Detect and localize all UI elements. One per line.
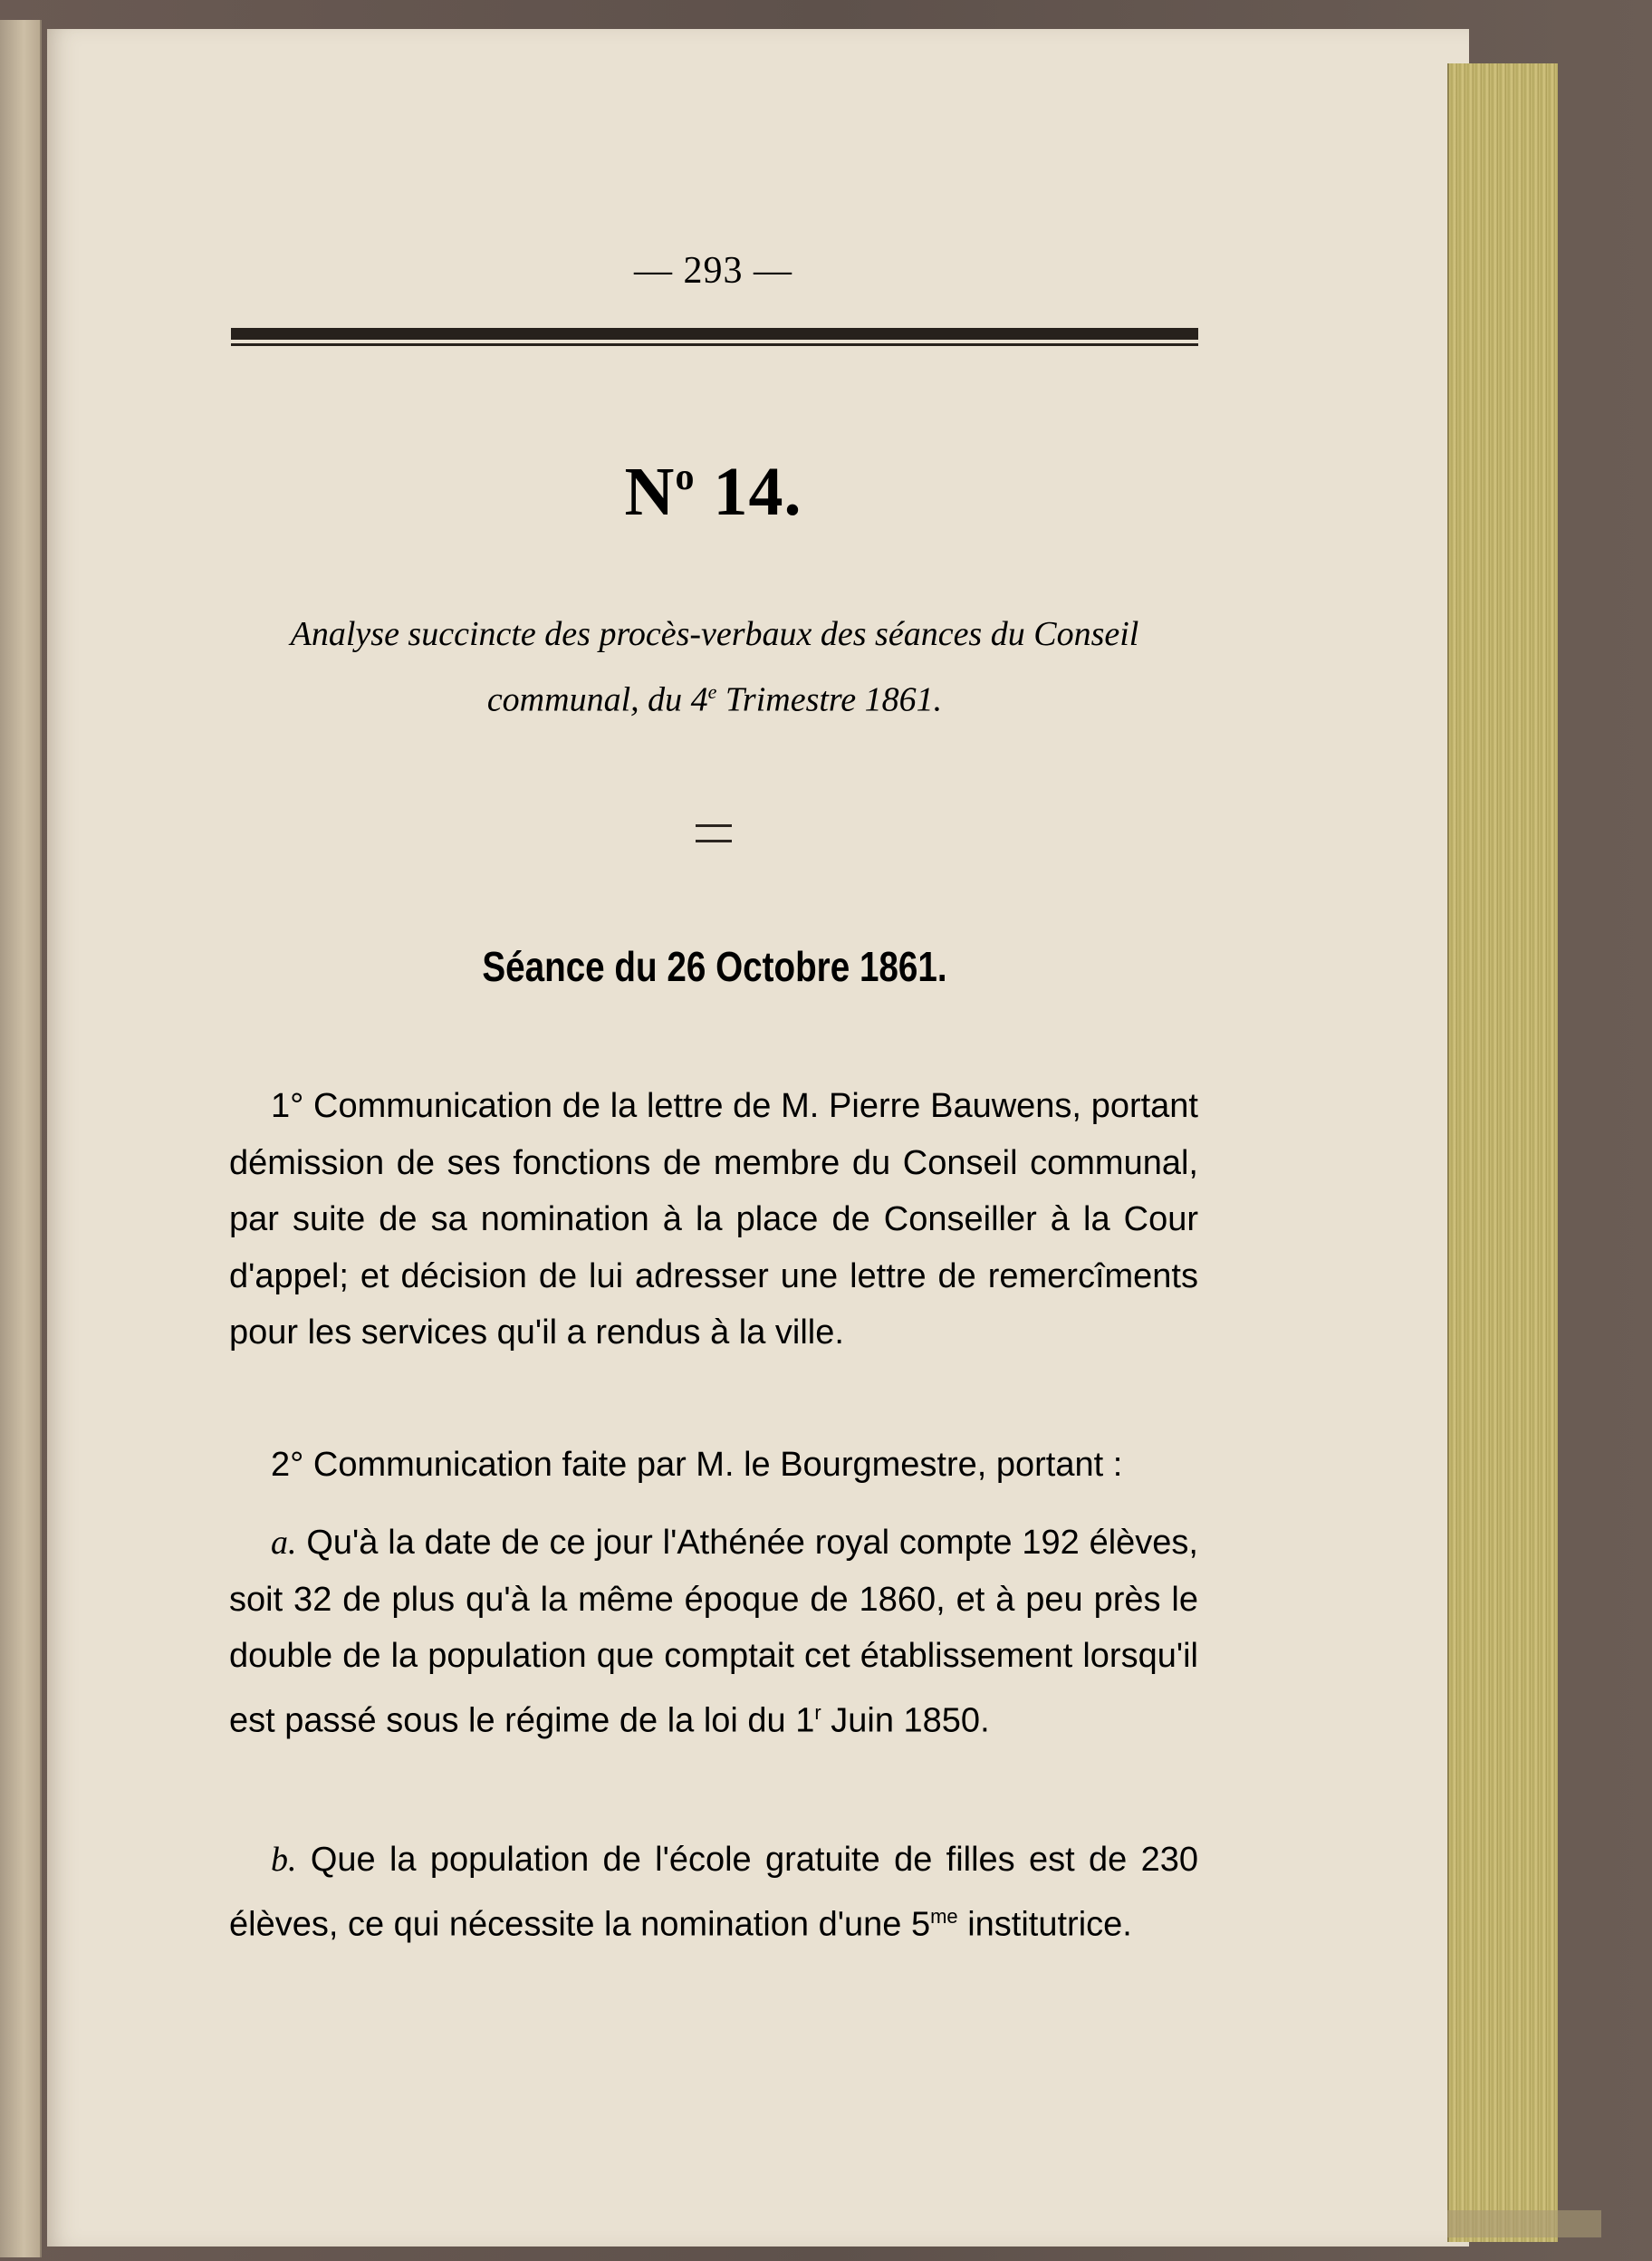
page-block-edge [1447,63,1558,2242]
header-rule-thin [231,343,1198,346]
section-subtitle [231,605,1198,729]
paragraph-a [229,1515,1198,1749]
paragraph-1 [229,1078,1198,1361]
heading-num: 14. [695,454,802,530]
subtitle-line-1: Analyse succincte des procès-verbaux des séances du Conseil [290,615,1139,653]
paragraph-b-text-1: Que la population de l'école gratuite de filles est de 230 élèves, ce qui nécessite la nomination d'une 5 [229,1841,1198,1944]
paragraph-a-text-2: Juin 1850. [821,1701,990,1740]
paragraph-b [229,1832,1198,1953]
paragraph-a-text-1: Qu'à la date de ce jour l'Athénée royal compte 192 élèves, soit 32 de plus qu'à la même époque de 1860, et à peu près le double de la population que comptait cet établissement lorsqu'il est passé sous le régime de la loi du 1 [229,1524,1198,1740]
paragraph-1-text: 1° Communication de la lettre de M. Pierre Bauwens, portant démission de ses fonctions de membre du Conseil communal, par suite de sa nomination à la place de Conseiller à la Cour d'appel; et décision de lui adresser une lettre de remercîments pour les services qu'il a rendus à la ville. [229,1087,1198,1352]
paragraph-b-text-2: institutrice. [957,1905,1132,1944]
subtitle-line-2-a: communal, du 4 [486,680,708,719]
heading-no-sup: o [675,457,696,498]
paragraph-a-sup: r [814,1700,821,1724]
header-rule-thick [231,328,1198,340]
previous-page-edge [0,20,42,2257]
paragraph-2-text: 2° Communication faite par M. le Bourgmestre, portant : [271,1446,1123,1484]
page-block-bottom [1447,2210,1601,2237]
paragraph-b-label: b. [271,1841,297,1879]
section-divider [696,824,732,842]
paragraph-a-label: a. [271,1524,297,1562]
subtitle-line-2-b: Trimestre 1861. [716,680,943,719]
subtitle-line-2-sup: e [707,680,717,703]
session-heading: Séance du 26 Octobre 1861. [482,943,947,990]
paragraph-b-sup: me [930,1904,958,1928]
subtitle-line-2 [231,663,1198,729]
section-number-heading [231,453,1196,532]
heading-no: N [624,454,676,530]
paragraph-2 [229,1437,1198,1494]
page-number: — 293 — [634,250,792,292]
